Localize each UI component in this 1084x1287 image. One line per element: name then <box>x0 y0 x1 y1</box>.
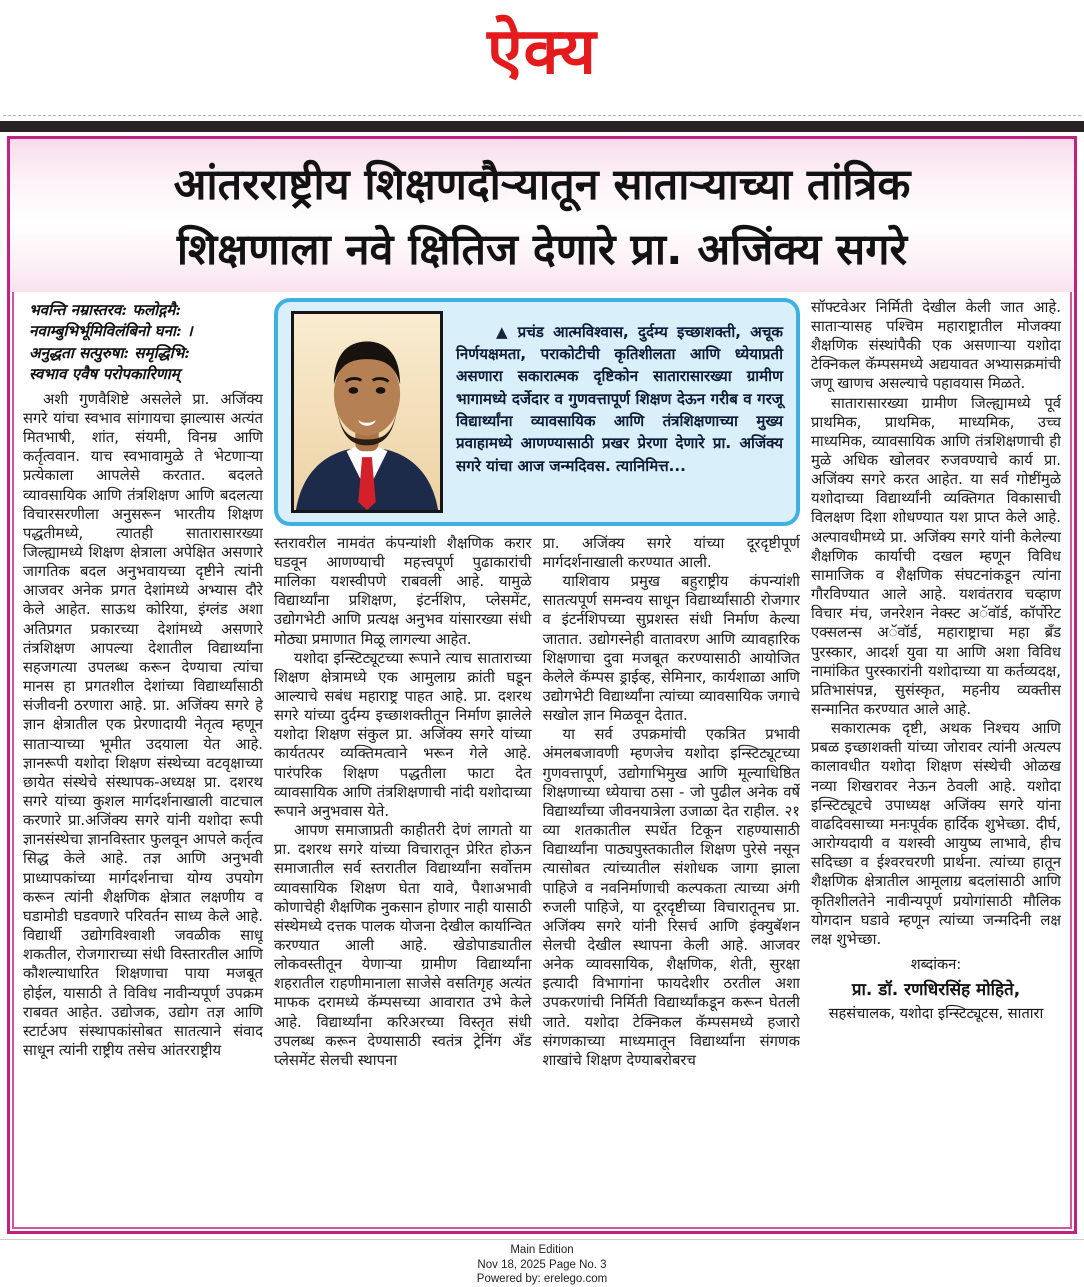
photo-caption <box>456 311 783 513</box>
triangle-marker-icon: ▲ <box>496 322 512 341</box>
verse-line: नवाम्बुभिर्भूमिविलंबिनो घना: । <box>29 322 193 341</box>
column-2 <box>274 534 532 1214</box>
portrait-photo <box>291 311 443 513</box>
byline-name: प्रा. डॉ. रणधिरसिंह मोहिते, <box>851 980 1021 1001</box>
column-1-paragraphs <box>23 390 263 1060</box>
cropped-dateline-rule <box>3 104 1081 116</box>
headline-line-1: आंतरराष्ट्रीय शिक्षणदौऱ्यातून साताऱ्याच्या तांत्रिक <box>173 160 911 210</box>
paragraph: प्रा. अजिंक्य सगरे यांच्या दूरदृष्टीपूर्ण मार्गदर्शनाखाली करण्यात आली. <box>542 534 800 571</box>
byline-label: शब्दांकन: <box>910 956 962 974</box>
paragraph: यशोदा इन्स्टिट्यूटच्या रूपाने त्याच साताराच्या शिक्षण क्षेत्रामध्ये एक आमुलाग्र क्रांती घडून आल्याचे सबंध महाराष्ट्र पाहत आहे. प्रा. दशरथ सगरे यांच्या दुर्दम्य इच्छाशक्तीतून निर्माण झालेले यशोदा शिक्षण संकुल प्रा. अजिंक्य सगरे यांच्या कार्यतत्पर व्यक्तिमत्वाने भरून गेले आहे. पारंपरिक शिक्षण पद्धतीला फाटा देत व्यावसायिक आणि तंत्रशिक्षणाची नांदी यशोदाच्या रूपाने अनुभवास येते. <box>274 649 532 820</box>
article-box <box>7 136 1077 1234</box>
verse-line: स्वभाव एवैष परोपकारिणाम् <box>29 365 180 384</box>
middle-text-columns <box>274 534 800 1214</box>
footer-edition: Main Edition <box>510 1244 574 1256</box>
footer-rule <box>0 1239 1084 1240</box>
footer-date-page: Nov 18, 2025 Page No. 3 <box>477 1258 607 1271</box>
portrait-illustration <box>294 314 440 510</box>
paragraph: अशी गुणवैशिष्टे असलेले प्रा. अजिंक्य सगरे यांचा स्वभाव सांगायचा झाल्यास अत्यंत मितभाषी, शांत, संयमी, विनम्र आणि कर्तृत्ववान. याच स्वभावामुळे ते भेटणाऱ्या प्रत्येकाला आपलेसे करतात. बदलते व्यावसायिक आणि तंत्रशिक्षण आणि बदलत्या विचारसरणीला अनुसरून भारतीय शिक्षण पद्धतीमध्ये, त्यातही सातारासारख्या जिल्ह्यामध्ये शिक्षण क्षेत्राला अपेक्षित असणारे जागतिक बदल अनुभवायच्या दृष्टीने त्यांनी आजवर अनेक प्रगत देशांमध्ये अभ्यास दौरे केले आहेत. साऊथ कोरिया, इंग्लंड अशा अतिप्रगत प्रकारच्या देशांमध्ये असणारे तंत्रशिक्षण आपल्या देशातील विद्यार्थ्यांना सहजगत्या उपलब्ध करून देण्याचा त्यांचा मानस हा प्रगतशील देशांच्या विद्यार्थ्यांसाठी संजीवनी ठरणारा आहे. प्रा. अजिंक्य सगरे हे ज्ञान क्षेत्रातील एक प्रेरणादायी नेतृत्व म्हणून साताऱ्याच्या भूमीत उदयाला येत आहे. ज्ञानरूपी यशोदा शिक्षण संस्थेच्या वटवृक्षाच्या छायेत संस्थेचे संस्थापक-अध्यक्ष प्रा. दशरथ सगरे यांच्या कुशल मार्गदर्शनाखाली वाटचाल करणारे प्रा.अजिंक्य सगरे यांनी यशोदा रूपी ज्ञानसंस्थेचा ज्ञानविस्तार फुलवून आपले कर्तृत्व सिद्ध केले आहे. तज्ञ आणि अनुभवी प्राध्यापकांच्या मार्गदर्शनाचा योग्य उपयोग करून त्यांनी शैक्षणिक क्षेत्रात लक्षणीय व घडामोडी घडवणारे परिवर्तन साध्य केले आहे. विद्यार्थी उद्योगविश्वाशी जवळीक साधू शकतील, रोजगाराच्या संधी विस्तारतील आणि कौशल्याधारित शिक्षणाचा पाया मजबूत होईल, यासाठी ते विविध नावीन्यपूर्ण उपक्रम राबवत आहेत. उद्योजक, उद्योग तज्ञ आणि स्टार्टअप संस्थापकांसोबत सातत्याने संवाद साधून त्यांनी राष्ट्रीय तसेच आंतरराष्ट्रीय <box>23 390 263 1060</box>
paragraph: स्तरावरील नामवंत कंपन्यांशी शैक्षणिक करार घडवून आणण्याची महत्त्वपूर्ण पुढाकारांची मालिका यशस्वीपणे राबवली आहे. यामुळे विद्यार्थ्यांना प्रशिक्षण, इंटर्नशिप, प्लेसमेंट, उद्योगभेटी आणि प्रत्यक्ष अनुभव यांसारख्या संधी मोठ्या प्रमाणात मिळू लागल्या आहेत. <box>274 534 532 648</box>
byline-block <box>811 954 1061 1023</box>
byline-role: सहसंचालक, यशोदा इन्स्टिट्यूटस, सातारा <box>828 1005 1044 1023</box>
article-body <box>10 292 1074 1214</box>
top-black-bar <box>0 121 1084 132</box>
column-3 <box>543 534 801 1214</box>
column-4-paragraphs <box>811 298 1061 949</box>
footer-powered-by: Powered by: erelego.com <box>476 1273 608 1285</box>
paragraph: सातारासारख्या ग्रामीण जिल्ह्यामध्ये पूर्व प्राथमिक, प्राथमिक, माध्यमिक, उच्च माध्यमिक, व्यावसायिक आणि तंत्रशिक्षणाची ही मुळे अधिक खोलवर रुजवण्याचे कार्य प्रा. अजिंक्य सगरे करत आहेत. या सर्व गोष्टींमुळे यशोदाच्या विद्यार्थ्यांनी व्यक्तिगत विकासाची विलक्षण दिशा शोधण्यात यश प्राप्त केले आहे. अल्पावधीमध्ये प्रा. अजिंक्य सगरे यांनी केलेल्या शैक्षणिक कार्याची दखल म्हणून विविध सामाजिक व शैक्षणिक संघटनांकडून त्यांना गौरविण्यात आले आहे. यशवंतराव चव्हाण विचार मंच, जनरेशन नेक्स्ट अॅवॉर्ड, कॉर्पोरेट एक्सलन्स अॅवॉर्ड, महाराष्ट्राचा महा ब्रँड पुरस्कार, आदर्श युवा या आणि अशा विविध नामांकित पुरस्कारांनी यशोदाच्या या कर्तव्यदक्ष, प्रतिभासंपन्न, सुसंस्कृत, महनीय व्यक्तीस सन्मानित करण्यात आले आहे. <box>811 394 1061 718</box>
newspaper-logo: ऐक्य <box>487 15 597 89</box>
paragraph: याशिवाय प्रमुख बहुराष्ट्रीय कंपन्यांशी सातत्यपूर्ण समन्वय साधून विद्यार्थ्यांसाठी रोजगार व इंटर्नशिपच्या सुप्रशस्त संधी निर्माण केल्या जातात. उद्योगस्नेही वातावरण आणि व्यावहारिक शिक्षणाचा दुवा मजबूत करण्यासाठी आयोजित केलेले कॅम्पस ड्राईव्ह, सेमिनार, कार्यशाळा आणि उद्योगभेटी विद्यार्थ्यांना त्यांच्या व्यावसायिक जगाचे सखोल ज्ञान मिळवून देतात. <box>542 573 800 725</box>
headline-line-2: शिक्षणाला नवे क्षितिज देणारे प्रा. अजिंक्य सगरे <box>176 225 908 276</box>
paragraph: या सर्व उपक्रमांची एकत्रित प्रभावी अंमलबजावणी म्हणजेच यशोदा इन्स्टिट्यूटच्या गुणवत्तापूर्ण, उद्योगाभिमुख आणि मूल्याधिष्ठित शिक्षणाच्या ध्येयाचा ठसा - जो पुढील अनेक वर्षे विद्यार्थ्यांच्या जीवनयात्रेला उजाळा देत राहील. २१ व्या शतकातील स्पर्धेत टिकून राहण्यासाठी विद्यार्थ्यांना पाठ्यपुस्तकातील शिक्षण पुरेसे नसून त्यासोबत त्यांच्यातील संशोधक जागा झाला पाहिजे व नवनिर्माणाची कल्पकता त्याच्या अंगी रुजली पाहिजे, या दूरदृष्टीच्या विचारातूनच प्रा. अजिंक्य सगरे यांनी रिसर्च आणि इंक्युबॅशन सेलची देखील स्थापना केली आहे. आजवर अनेक व्यावसायिक, शैक्षणिक, शेती, सुरक्षा इत्यादी विभागांना फायदेशीर ठरतील अशा उपकरणांची निर्मिती विद्यार्थ्यांकडून करून घेतली जाते. यशोदा टेक्निकल कॅम्पसमध्ये हजारो संगणकाच्या माध्यमातून विद्यार्थ्यांना संगणक शाखांचे शिक्षण देण्याबरोबरच <box>542 726 800 1069</box>
column-4 <box>811 298 1061 1214</box>
photo-caption-box <box>274 298 800 526</box>
article-headline <box>10 139 1074 292</box>
verse-line: अनुद्धता सत्पुरुषा: समृद्धिभि: <box>29 343 190 362</box>
column-1 <box>23 298 263 1214</box>
sanskrit-verse <box>23 298 263 390</box>
caption-text: प्रचंड आत्मविश्वास, दुर्दम्य इच्छाशक्ती, अचूक निर्णयक्षमता, पराकोटीची कृतिशीलता आणि ध्येयाप्रती असणारा सकारात्मक दृष्टिकोन सातारासारख्या ग्रामीण भागामध्ये दर्जेदार व गुणवत्तापूर्ण शिक्षण देऊन गरीब व गरजू विद्यार्थ्यांना व्यावसायिक आणि तंत्रशिक्षणाच्या मुख्य प्रवाहामध्ये आणण्यासाठी प्रखर प्रेरणा देणारे प्रा. अजिंक्य सगरे यांचा आज जन्मदिवस. त्यानिमित्त... <box>456 322 784 475</box>
middle-columns <box>274 298 800 1214</box>
paragraph: आपण समाजाप्रती काहीतरी देणं लागतो या प्रा. दशरथ सगरे यांच्या विचारातून प्रेरित होऊन समाजातील सर्व स्तरातील विद्यार्थ्यांना सर्वोत्तम व्यावसायिक शिक्षण घेता यावे, पैशाअभावी कोणाचेही शैक्षणिक नुकसान होणार नाही यासाठी संस्थेमध्ये दत्तक पालक योजना देखील कार्यान्वित करण्यात आली आहे. खेडोपाड्यातील लोकवस्तीतून येणाऱ्या ग्रामीण विद्यार्थ्यांना शहरातील राहणीमानाला साजेसे वसतिगृह अत्यंत माफक दरामध्ये कॅम्पसच्या आवारात उभे केले आहे. विद्यार्थ्यांना करिअरच्या विस्तृत संधी उपलब्ध करून देण्यासाठी स्वतंत्र ट्रेनिंग अँड प्लेसमेंट सेलची स्थापना <box>274 822 532 1069</box>
paragraph: सॉफ्टवेअर निर्मिती देखील केली जात आहे. साताऱ्यासह पश्चिम महाराष्ट्रातील मोजक्या शैक्षणिक संस्थांपैकी एक असणाऱ्या यशोदा टेक्निकल कॅम्पसमध्ये अद्ययावत अभ्यासक्रमांची जणू खाणच असल्याचे पहावयास मिळते. <box>811 298 1061 393</box>
masthead <box>0 0 1084 104</box>
verse-line: भवन्ति नम्रास्तरव: फलोद्गमै: <box>29 300 181 319</box>
paragraph: सकारात्मक दृष्टी, अथक निश्चय आणि प्रबळ इच्छाशक्ती यांच्या जोरावर त्यांनी अत्यल्प कालावधीत यशोदा शिक्षण संस्थेची ओळख नव्या शिखरावर नेऊन ठेवली आहे. यशोदा इन्स्टिट्यूटचे उपाध्यक्ष अजिंक्य सगरे यांना वाढदिवसाच्या मनःपूर्वक हार्दिक शुभेच्छा. दीर्घ, आरोग्यदायी व यशस्वी आयुष्य लाभावे, हीच सदिच्छा व ईश्वरचरणी प्रार्थना. त्यांच्या हातून शैक्षणिक क्षेत्रातील आमूलाग्र बदलांसाठी आणि कृतिशीलतेने नावीन्यपूर्ण प्रयोगांसाठी मौलिक योगदान घडावे म्हणून त्यांच्या जन्मदिनी लक्ष लक्ष शुभेच्छा. <box>811 720 1061 948</box>
